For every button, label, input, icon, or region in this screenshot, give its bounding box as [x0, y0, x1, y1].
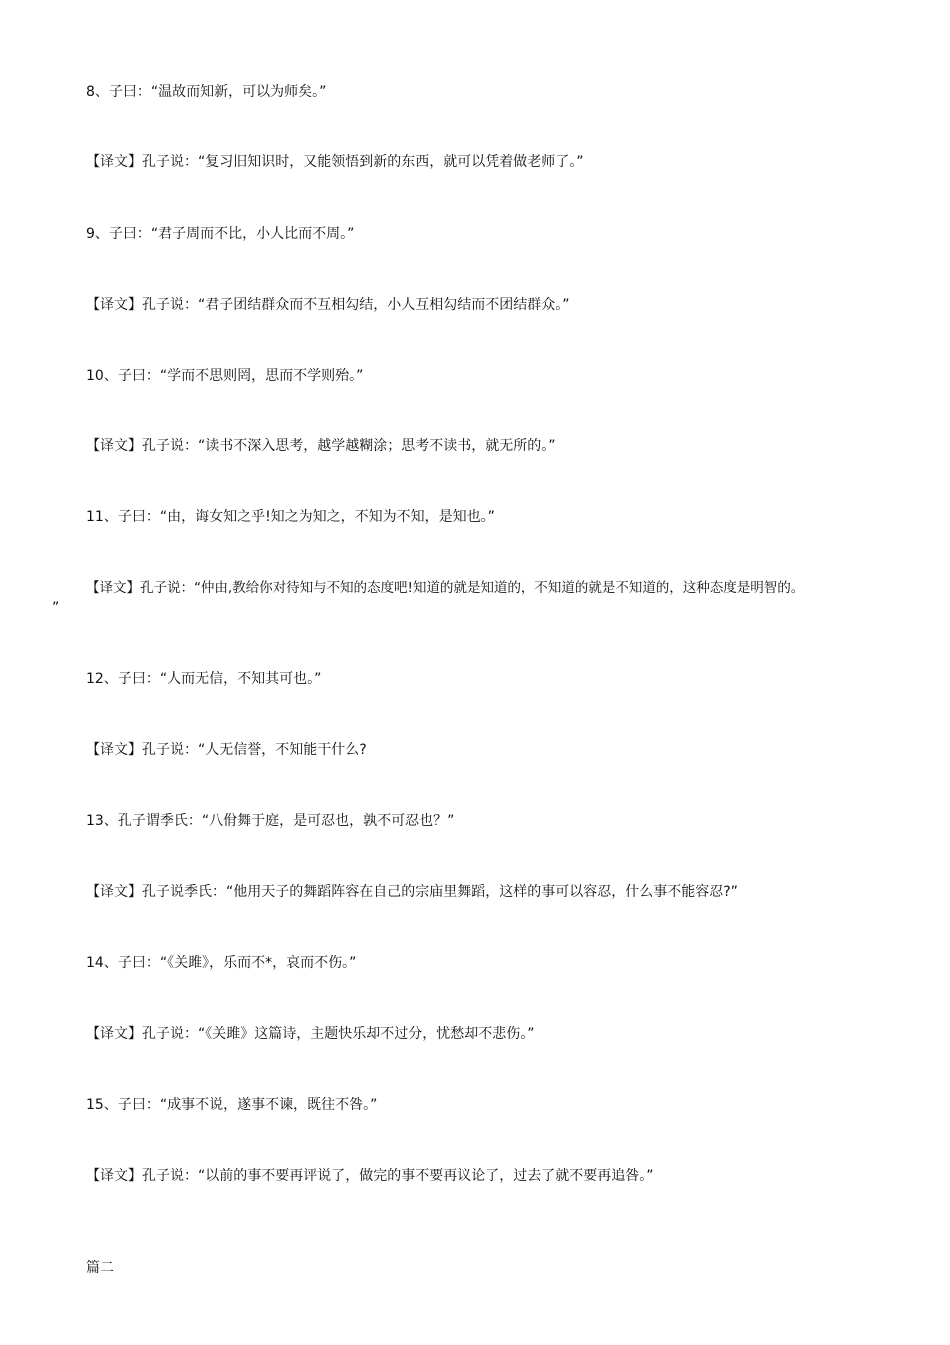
entry-12-original: 12、子曰：“人而无信，不知其可也。” [86, 671, 322, 687]
entry-11-original: 11、子曰：“由，诲女知之乎!知之为知之，不知为不知，是知也。” [86, 509, 495, 525]
entry-11-translation-wrap: ” [52, 600, 60, 616]
entry-10-translation: 【译文】孔子说：“读书不深入思考，越学越糊涂；思考不读书，就无所的。” [86, 438, 556, 454]
entry-14-original: 14、子曰：“《关雎》，乐而不*，哀而不伤。” [86, 955, 357, 971]
entry-11-translation: 【译文】孔子说：“仲由,教给你对待知与不知的态度吧!知道的就是知道的，不知道的就是不知道的，这种态度是明智的。 [86, 580, 805, 596]
entry-13-original: 13、孔子谓季氏：“八佾舞于庭，是可忍也，孰不可忍也？” [86, 813, 455, 829]
entry-15-original: 15、子曰：“成事不说，遂事不谏，既往不咎。” [86, 1097, 378, 1113]
entry-8-translation: 【译文】孔子说：“复习旧知识时，又能领悟到新的东西，就可以凭着做老师了。” [86, 154, 584, 170]
entry-13-translation: 【译文】孔子说季氏：“他用天子的舞蹈阵容在自己的宗庙里舞蹈，这样的事可以容忍，什么事不能容忍?” [86, 884, 738, 900]
entry-10-original: 10、子曰：“学而不思则罔，思而不学则殆。” [86, 368, 364, 384]
entry-14-translation: 【译文】孔子说：“《关雎》这篇诗，主题快乐却不过分，忧愁却不悲伤。” [86, 1026, 535, 1042]
entry-8-original: 8、子曰：“温故而知新，可以为师矣。” [86, 84, 327, 100]
section-title: 篇二 [86, 1260, 114, 1276]
entry-9-original: 9、子曰：“君子周而不比，小人比而不周。” [86, 226, 355, 242]
entry-15-translation: 【译文】孔子说：“以前的事不要再评说了，做完的事不要再议论了，过去了就不要再追咎。” [86, 1168, 654, 1184]
entry-9-translation: 【译文】孔子说：“君子团结群众而不互相勾结，小人互相勾结而不团结群众。” [86, 297, 570, 313]
entry-12-translation: 【译文】孔子说：“人无信誉，不知能干什么? [86, 742, 367, 758]
